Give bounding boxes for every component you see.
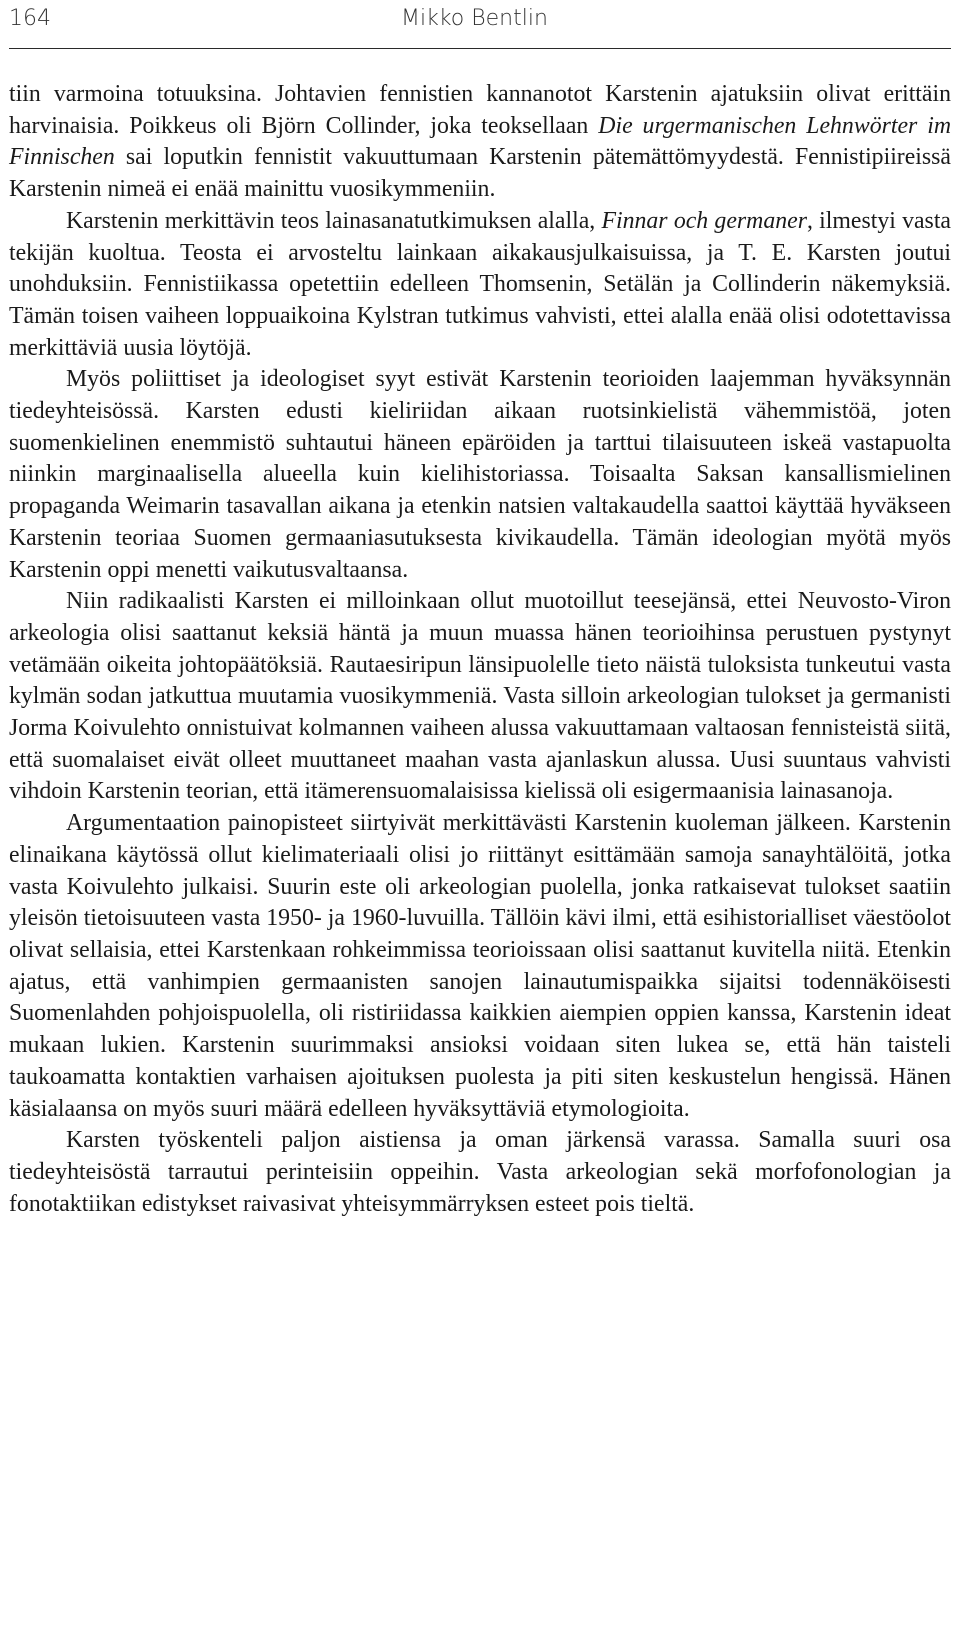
paragraph-text: Argumentaation painopisteet siirtyivät merkittävästi Karstenin kuoleman jälkeen. Karstenin elinaikana käytössä ollut kielimateriaali olisi jo riittänyt esittämään samoja sanayhtälöitä, jotka vasta Koivulehto julkaisi. Suurin este oli arkeologian puolella, jonka ratkaisevat tulokset saatiin yleisön tietoisuuteen vasta 1950- ja 1960-luvuilla. Tällöin kävi ilmi, että esihistorialliset väestöolot olivat sellaisia, ettei Karstenkaan rohkeimmissa teorioissaan olisi saattanut kuvitella niitä. Etenkin ajatus, että vanhimpien germaanisten sanojen lainautumispaikka sijaitsi todennäköisesti Suomenlahden pohjoispuolella, oli ristiriidassa kaikkien aiempien oppien kanssa, Karstenin ideat mukaan lukien. Karstenin suurimmaksi ansioksi voidaan siten lukea se, että hän taisteli taukoamatta kontaktien varhaisen ajoituksen puolesta ja piti siten keskustelun hengissä. Hänen käsialaansa on myös suuri määrä edelleen hyväksyttäviä etymologioita. — [9, 810, 951, 1122]
body-text — [9, 79, 951, 1220]
document-page — [9, 0, 951, 1220]
paragraph-text: , ilmestyi vasta tekijän kuoltua. Teosta ei arvosteltu lainkaan aikakausjulkaisuissa, ja T. E. Karsten joutui unohduksiin. Fennistiikassa opetettiin edelleen Thomsenin, Setälän ja Collinderin näkemyksiä. Tämän toisen vaiheen loppuaikoina Kylstran tutkimus vahvisti, ettei alalla enää olisi odotettavissa merkittäviä uusia löytöjä. — [9, 207, 951, 361]
paragraph-text: tiin varmoina totuuksina. Johtavien fennistien kannanotot Karstenin ajatuksiin olivat erittäin harvinaisia. Poikkeus oli Björn Collinder, joka teoksellaan — [9, 81, 951, 139]
paragraph — [9, 586, 951, 808]
paragraph — [9, 1125, 951, 1220]
running-header — [9, 0, 951, 49]
paragraph — [9, 79, 951, 206]
paragraph-text: Myös poliittiset ja ideologiset syyt estivät Karstenin teorioiden laajemman hyväksynnän tiedeyhteisössä. Karsten edusti kieliriidan aikaan ruotsinkielistä vähemmistöä, joten suomenkielinen enemmistö suhtautui häneen epäröiden ja tarttui tilaisuuteen iskeä vastapuolta niinkin marginaalisella alueella kuin kielihistoriassa. Toisaalta Saksan kansallismielinen propaganda Weimarin tasavallan aikana ja etenkin natsien valtakaudella saattoi käyttää hyväkseen Karstenin teoriaa Suomen germaaniasutuksesta kivikaudella. Tämän ideologian myötä myös Karstenin oppi menetti vaikutusvaltaansa. — [9, 366, 951, 583]
page-number: 164 — [9, 6, 51, 31]
paragraph-text: Karsten työskenteli paljon aistiensa ja oman järkensä varassa. Samalla suuri osa tiedeyhteisöstä tarrautui perinteisiin oppeihin. Vasta arkeologian sekä morfofonologian ja fonotaktiikan edistykset raivasivat yhteisymmärryksen esteet pois tieltä. — [9, 1127, 951, 1217]
italic-title-text: Die urgermanischen Lehnwörter im Finnischen — [9, 112, 952, 171]
paragraph-text: Niin radikaalisti Karsten ei milloinkaan ollut muotoillut teesejänsä, ettei Neuvosto-Viron arkeologia olisi saattanut keksiä häntä ja muun muassa hänen teorioihinsa perustuen pystynyt vetämään oikeita johtopäätöksiä. Rautaesiripun länsipuolelle tieto näistä tuloksista tunkeutui vasta kylmän sodan jatkuttua muutamia vuosikymmeniä. Vasta silloin arkeologian tulokset ja germanisti Jorma Koivulehto onnistuivat kolmannen vaiheen alussa vakuuttamaan valtaosan fennisteistä siitä, että suomalaiset eivät olleet muuttaneet maahan vasta ajanlaskun alussa. Uusi suuntaus vahvisti vihdoin Karstenin teorian, että itämerensuomalaisissa kielissä oli esigermaanisia lainasanoja. — [9, 588, 951, 805]
running-title: Mikko Bentlin — [401, 6, 548, 31]
italic-title-text: Finnar och germaner — [601, 207, 807, 234]
paragraph — [9, 206, 951, 365]
paragraph — [9, 808, 951, 1125]
paragraph — [9, 364, 951, 586]
paragraph-text: Karstenin merkittävin teos lainasanatutkimuksen alalla, — [66, 207, 602, 234]
paragraph-text: sai loputkin fennistit vakuuttumaan Karstenin pätemättömyydestä. Fennistipiireissä Karstenin nimeä ei enää mainittu vuosikymmeniin. — [9, 144, 951, 203]
